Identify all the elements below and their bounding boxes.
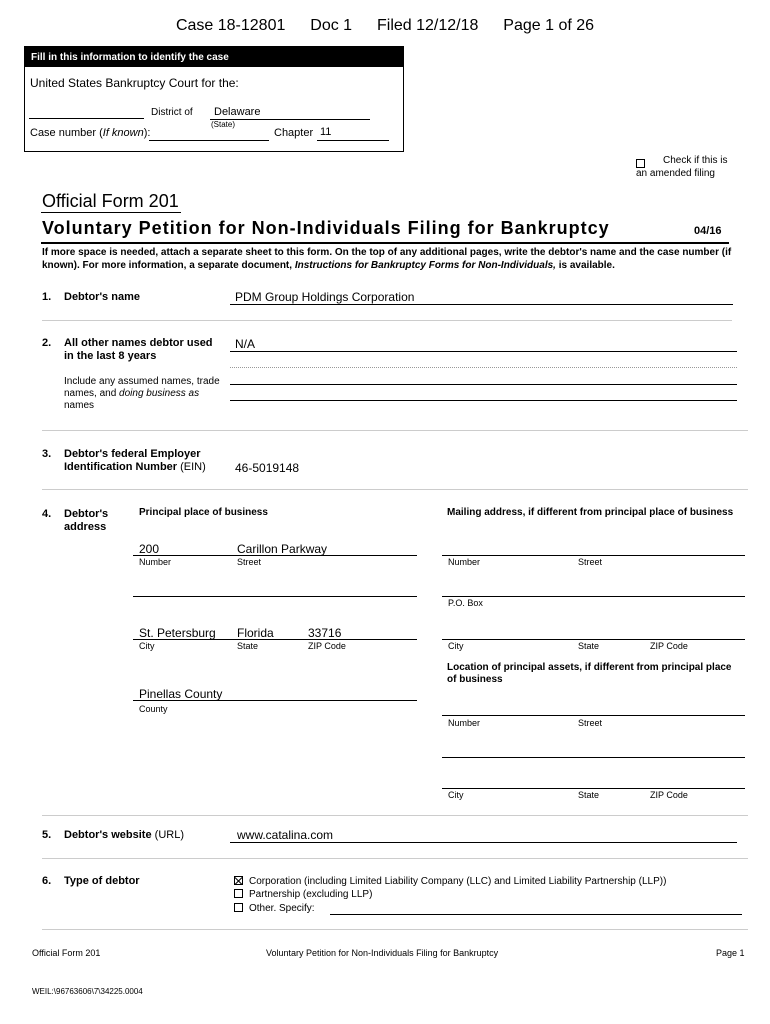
- district-value: Delaware: [214, 106, 261, 118]
- form-revision: 04/16: [694, 225, 722, 237]
- amended-filing-label-2: an amended filing: [636, 168, 715, 179]
- chapter-value: 11: [320, 126, 332, 138]
- principal-state-value[interactable]: Florida: [237, 626, 274, 640]
- q4-number: 4.: [42, 508, 52, 520]
- case-identification-box: [24, 46, 404, 152]
- assets-state-label: State: [578, 790, 600, 800]
- q2-number: 2.: [42, 337, 52, 349]
- other-names-label-2: in the last 8 years: [64, 350, 157, 362]
- case-number-header: Case 18-12801: [175, 17, 286, 34]
- bankruptcy-court-label: United States Bankruptcy Court for the:: [30, 76, 239, 90]
- principal-number-value[interactable]: 200: [139, 542, 160, 556]
- county-label: County: [139, 704, 168, 714]
- principal-place-title: Principal place of business: [139, 507, 268, 518]
- amended-filing-label-1: Check if this is: [663, 155, 728, 166]
- assets-city-label: City: [448, 790, 464, 800]
- chapter-label: Chapter: [274, 127, 314, 139]
- debtor-type-partnership[interactable]: Partnership (excluding LLP): [234, 889, 372, 900]
- assets-extra-field[interactable]: [442, 757, 745, 758]
- mailing-address-title: Mailing address, if different from principal place of business: [447, 507, 734, 518]
- mailing-city-field[interactable]: [442, 639, 745, 640]
- doc-number-header: Doc 1: [310, 17, 353, 34]
- other-names-value[interactable]: N/A: [235, 337, 256, 351]
- state-sublabel: (State): [211, 120, 236, 129]
- checkbox-icon: [234, 889, 243, 898]
- mailing-pobox-field[interactable]: [442, 596, 745, 597]
- other-names-help-3: names: [64, 400, 95, 411]
- principal-street-label: Street: [237, 557, 262, 567]
- debtor-address-label-1: Debtor's: [64, 508, 109, 520]
- mailing-pobox-label: P.O. Box: [448, 598, 483, 608]
- other-names-label-1: All other names debtor used: [64, 337, 213, 349]
- principal-number-label: Number: [139, 557, 172, 567]
- assets-number-label: Number: [448, 718, 481, 728]
- footer-page-number: Page 1: [716, 948, 745, 958]
- checked-box-icon: [234, 876, 243, 885]
- assets-street-field[interactable]: [442, 715, 745, 716]
- debtor-type-other[interactable]: Other. Specify:: [234, 903, 315, 914]
- case-header: [0, 17, 770, 35]
- other-names-help-1: Include any assumed names, trade: [64, 376, 220, 387]
- footer-form-title: Voluntary Petition for Non-Individuals Filing for Bankruptcy: [266, 948, 499, 958]
- mailing-street-label: Street: [578, 557, 603, 567]
- principal-street-value[interactable]: Carillon Parkway: [237, 542, 328, 556]
- filed-date-header: Filed 12/12/18: [376, 17, 479, 34]
- other-names-help-2: names, and doing business as: [64, 388, 200, 399]
- principal-zip-label: ZIP Code: [308, 641, 346, 651]
- ein-label-2: Identification Number (EIN): [64, 461, 206, 473]
- mailing-city-label: City: [448, 641, 464, 651]
- q1-number: 1.: [42, 291, 52, 303]
- principal-city-value[interactable]: St. Petersburg: [139, 626, 216, 640]
- official-form-number: Official Form 201: [42, 191, 179, 211]
- principal-zip-value[interactable]: 33716: [308, 626, 342, 640]
- district-label: District of: [151, 107, 193, 118]
- debtor-address-label-2: address: [64, 521, 107, 533]
- ein-label-1: Debtor's federal Employer: [64, 448, 201, 460]
- q6-number: 6.: [42, 875, 52, 887]
- assets-zip-label: ZIP Code: [650, 790, 688, 800]
- principal-state-label: State: [237, 641, 259, 651]
- assets-city-field[interactable]: [442, 788, 745, 789]
- ein-value[interactable]: 46-5019148: [235, 461, 300, 475]
- mailing-number-label: Number: [448, 557, 481, 567]
- type-of-debtor-label: Type of debtor: [64, 875, 140, 887]
- case-number-label: Case number (If known):: [30, 127, 151, 139]
- other-specify-field[interactable]: [330, 914, 742, 915]
- page-count-header: Page 1 of 26: [503, 17, 595, 34]
- footer-form-number: Official Form 201: [32, 948, 101, 958]
- website-label: Debtor's website (URL): [64, 829, 184, 841]
- q3-number: 3.: [42, 448, 52, 460]
- principal-city-label: City: [139, 641, 155, 651]
- form-instructions: If more space is needed, attach a separate sheet to this form. On the top of any additional pages, write the debtor's name and the case number (if known). For more information, a separate document, Instructions for Bankruptcy Forms for Non-Individuals, is available.: [42, 247, 732, 271]
- debtor-type-corporation[interactable]: Corporation (including Limited Liability Company (LLC) and Limited Liability Partnership (LLP)): [234, 876, 666, 887]
- county-value[interactable]: Pinellas County: [139, 687, 223, 701]
- mailing-zip-label: ZIP Code: [650, 641, 688, 651]
- principal-assets-title-2: of business: [447, 674, 503, 685]
- case-id-box-title: Fill in this information to identify the case: [25, 47, 403, 67]
- checkbox-icon: [234, 903, 243, 912]
- debtor-name-label: Debtor's name: [64, 291, 140, 303]
- document-id: WEIL:\96763606\7\34225.0004: [32, 987, 143, 996]
- case-number-field[interactable]: [149, 140, 269, 141]
- principal-assets-title-1: Location of principal assets, if different from principal place: [447, 662, 732, 673]
- website-value[interactable]: www.catalina.com: [237, 828, 334, 842]
- mailing-state-label: State: [578, 641, 600, 651]
- mailing-street-field[interactable]: [442, 555, 745, 556]
- q5-number: 5.: [42, 829, 52, 841]
- debtor-name-value[interactable]: PDM Group Holdings Corporation: [235, 290, 415, 304]
- form-title: Voluntary Petition for Non-Individuals Filing for Bankruptcy: [42, 218, 610, 238]
- assets-street-label: Street: [578, 718, 603, 728]
